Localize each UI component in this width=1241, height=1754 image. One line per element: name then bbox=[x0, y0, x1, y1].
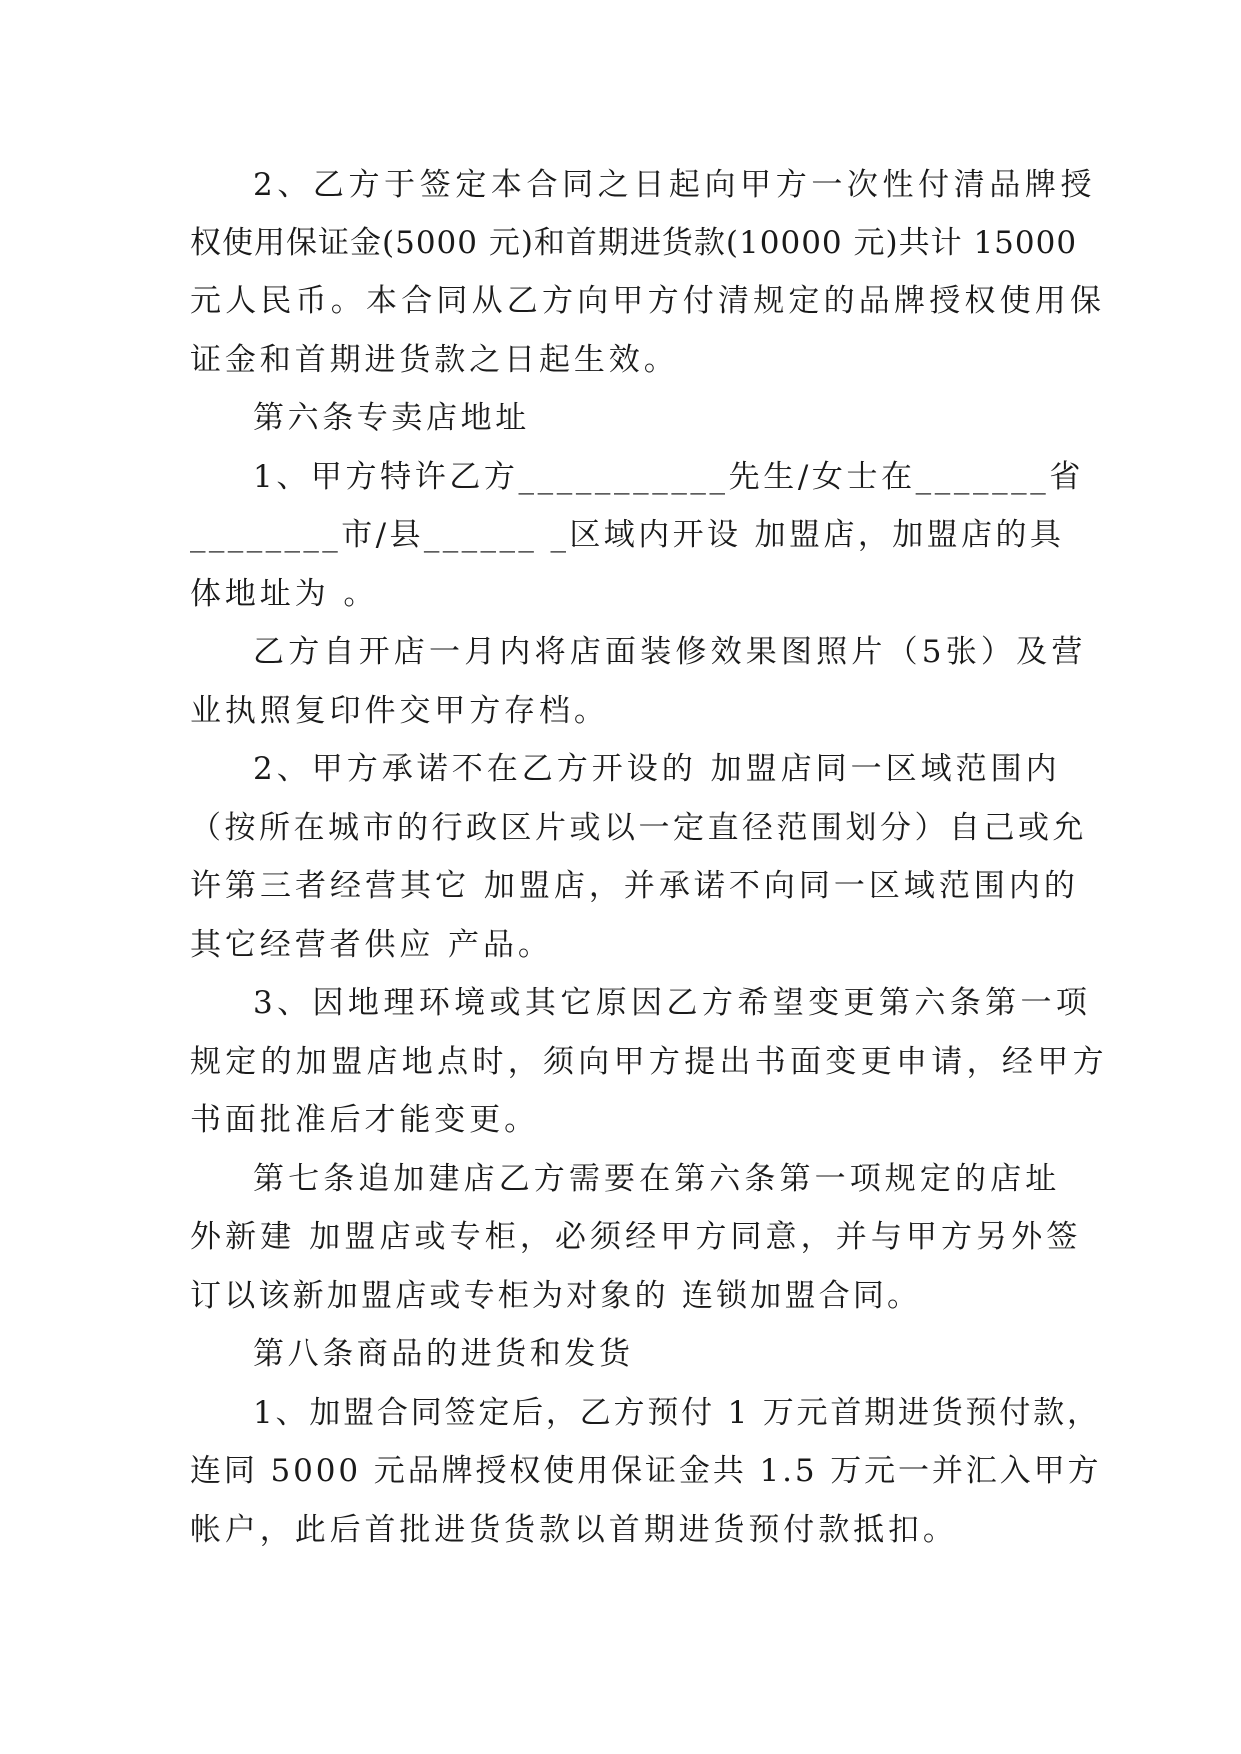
section-heading: 第六条专卖店地址 bbox=[253, 400, 530, 436]
paragraph-line: 规定的加盟店地点时，须向甲方提出书面变更申请，经甲方 bbox=[190, 1044, 1108, 1080]
paragraph-line: 2、甲方承诺不在乙方开设的 加盟店同一区域范围内 bbox=[253, 751, 1061, 787]
paragraph-line: 外新建 加盟店或专柜，必须经甲方同意，并与甲方另外签 bbox=[190, 1219, 1082, 1255]
paragraph-line: 3、因地理环境或其它原因乙方希望变更第六条第一项 bbox=[253, 985, 1092, 1021]
paragraph-line: 证金和首期进货款之日起生效。 bbox=[190, 342, 679, 378]
section-heading: 第七条追加建店乙方需要在第六条第一项规定的店址 bbox=[253, 1161, 1061, 1197]
paragraph-line: 连同 5000 元品牌授权使用保证金共 1.5 万元一并汇入甲方 bbox=[190, 1453, 1102, 1489]
paragraph-line: 权使用保证金(5000 元)和首期进货款(10000 元)共计 15000 bbox=[190, 225, 1078, 261]
paragraph-line: 元人民币。本合同从乙方向甲方付清规定的品牌授权使用保 bbox=[190, 283, 1106, 319]
paragraph-line: 业执照复印件交甲方存档。 bbox=[190, 693, 609, 729]
paragraph-line: 帐户，此后首批进货货款以首期进货预付款抵扣。 bbox=[190, 1512, 958, 1548]
paragraph-line: ________市/县______ _区域内开设 加盟店，加盟店的具 bbox=[190, 517, 1065, 553]
section-heading: 第八条商品的进货和发货 bbox=[253, 1336, 634, 1372]
paragraph-line: 订以该新加盟店或专柜为对象的 连锁加盟合同。 bbox=[190, 1278, 922, 1314]
paragraph-line: 2、乙方于签定本合同之日起向甲方一次性付清品牌授 bbox=[253, 167, 1097, 203]
paragraph-line: 乙方自开店一月内将店面装修效果图照片（5张）及营 bbox=[253, 634, 1087, 670]
paragraph-line: 1、甲方特许乙方___________先生/女士在_______省 bbox=[253, 459, 1084, 495]
paragraph-line: 许第三者经营其它 加盟店，并承诺不向同一区域范围内的 bbox=[190, 868, 1079, 904]
paragraph-line: （按所在城市的行政区片或以一定直径范围划分）自己或允 bbox=[190, 810, 1087, 846]
paragraph-line: 书面批准后才能变更。 bbox=[190, 1102, 539, 1138]
paragraph-line: 体地址为 。 bbox=[190, 576, 379, 612]
paragraph-line: 1、加盟合同签定后，乙方预付 1 万元首期进货预付款， bbox=[253, 1395, 1101, 1431]
paragraph-line: 其它经营者供应 产品。 bbox=[190, 927, 553, 963]
